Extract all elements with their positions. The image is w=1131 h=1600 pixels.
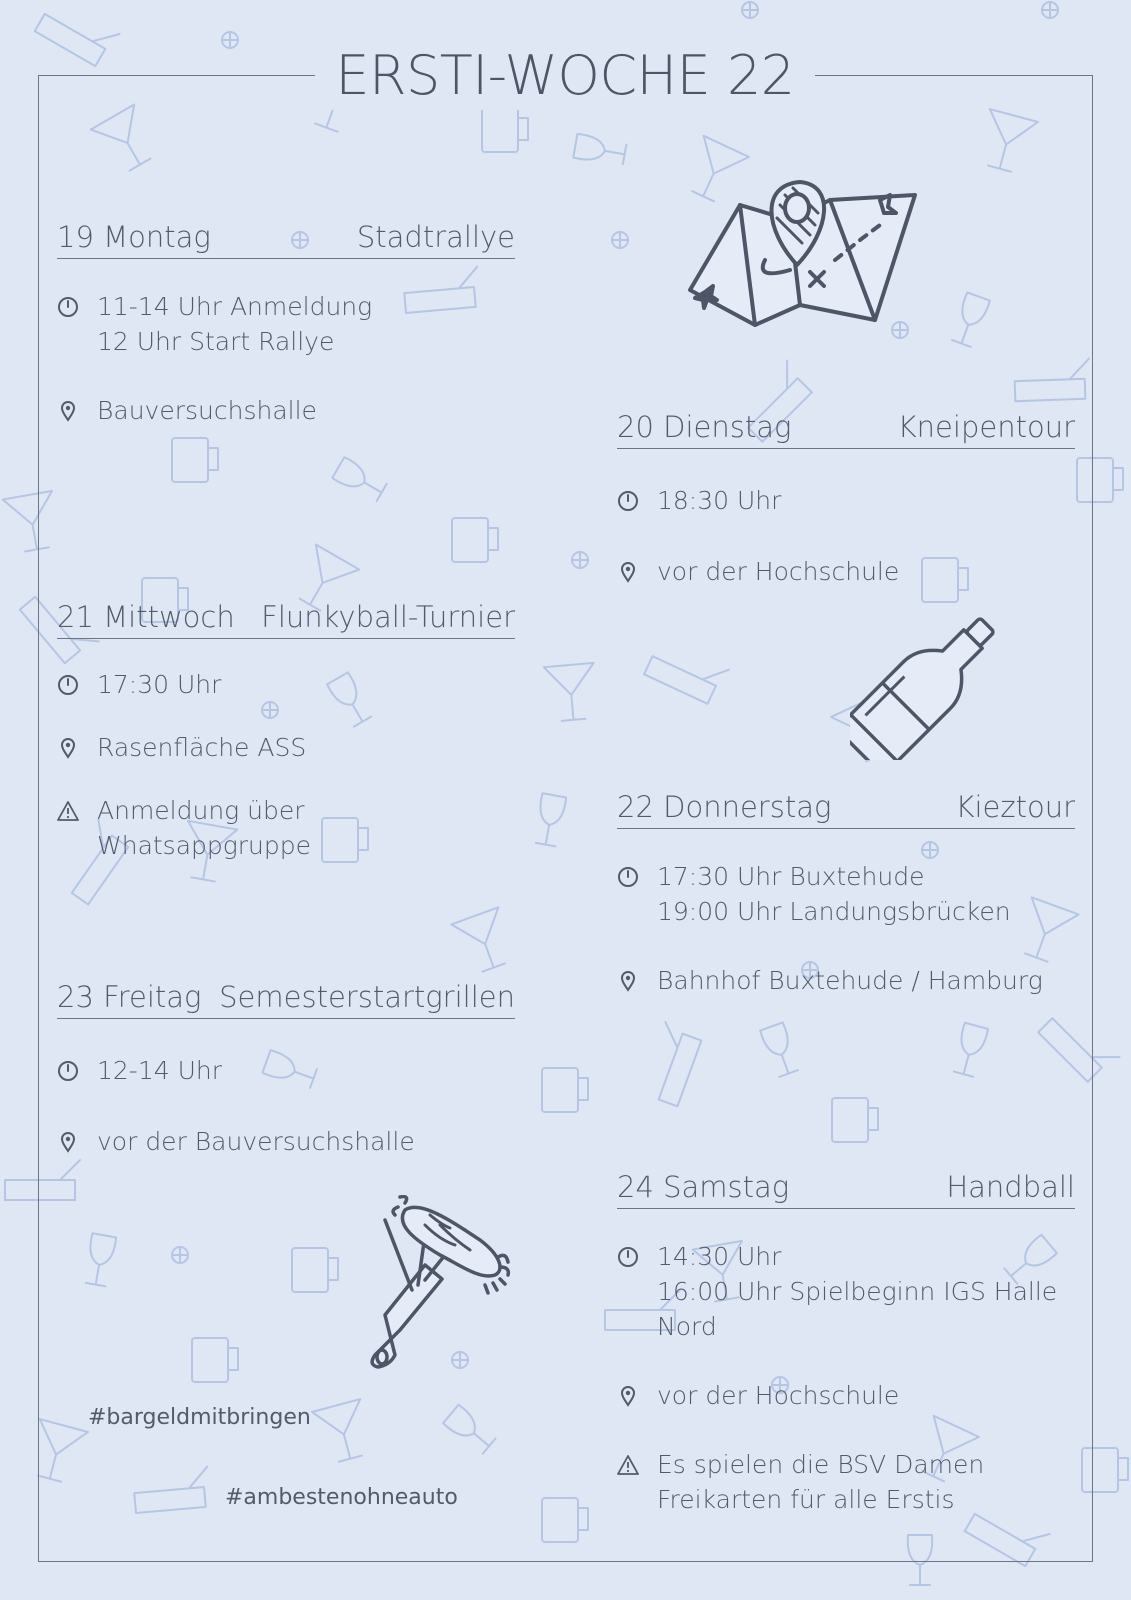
event-note-text: Freikarten für alle Erstis: [657, 1485, 955, 1514]
warning-icon: [617, 1453, 639, 1477]
event-header: [617, 790, 1075, 829]
event-note-text: Anmeldung über Whatsappgruppe: [97, 796, 312, 860]
event-saturday: [617, 1170, 1075, 1517]
event-time-line: 11-14 Uhr Anmeldung: [97, 292, 373, 321]
event-day: 22 Donnerstag: [617, 790, 832, 824]
event-header: [617, 1170, 1075, 1209]
event-place: [57, 393, 515, 428]
event-place: [617, 554, 1075, 589]
event-time-line: 16:00 Uhr Spielbeginn IGS Halle: [657, 1277, 1058, 1306]
event-name: Flunkyball-Turnier: [261, 600, 515, 634]
event-thursday: [617, 790, 1075, 998]
event-time-line: 17:30 Uhr: [97, 670, 222, 699]
event-note: [617, 1447, 1075, 1517]
clock-icon: [617, 1245, 639, 1269]
event-note: [57, 793, 515, 863]
event-place-text: Rasenfläche ASS: [97, 733, 307, 762]
event-time-line: 17:30 Uhr Buxtehude: [657, 862, 925, 891]
map-pin-icon: [57, 1130, 79, 1154]
event-place: [617, 963, 1075, 998]
event-time: [617, 483, 1075, 518]
event-time-line: 19:00 Uhr Landungsbrücken: [657, 897, 1011, 926]
event-place: [617, 1378, 1075, 1413]
event-time: [57, 289, 515, 359]
event-time-line: 14:30 Uhr: [657, 1242, 782, 1271]
event-place-text: Bahnhof Buxtehude / Hamburg: [657, 966, 1043, 995]
event-monday: [57, 220, 515, 428]
event-day: 21 Mittwoch: [57, 600, 235, 634]
bottle-illustration: [850, 610, 1005, 760]
event-name: Handball: [946, 1170, 1075, 1204]
clock-icon: [57, 1059, 79, 1083]
event-time: [617, 859, 1075, 929]
event-name: Kneipentour: [897, 410, 1075, 444]
event-header: [617, 410, 1075, 449]
event-time: [617, 1239, 1075, 1344]
event-day: 19 Montag: [57, 220, 211, 254]
event-friday: [57, 980, 515, 1159]
warning-icon: [57, 799, 79, 823]
event-day: 20 Dienstag: [617, 410, 792, 444]
event-place-text: vor der Bauversuchshalle: [97, 1127, 415, 1156]
event-time: [57, 1053, 515, 1088]
event-day: 24 Samstag: [617, 1170, 790, 1204]
event-header: [57, 220, 515, 259]
clock-icon: [57, 295, 79, 319]
event-time-line: Nord: [657, 1312, 717, 1341]
map-illustration: [685, 180, 940, 340]
hashtag-cash: #bargeldmitbringen: [88, 1405, 311, 1430]
map-pin-icon: [57, 736, 79, 760]
clock-icon: [57, 673, 79, 697]
event-time-line: 12-14 Uhr: [97, 1056, 223, 1085]
map-pin-icon: [617, 560, 639, 584]
event-place-text: vor der Hochschule: [657, 557, 900, 586]
map-pin-icon: [57, 399, 79, 423]
event-place: [57, 730, 515, 765]
clock-icon: [617, 489, 639, 513]
event-time-line: 12 Uhr Start Rallye: [97, 327, 335, 356]
event-note-text: Es spielen die BSV Damen: [657, 1450, 985, 1479]
event-place: [57, 1124, 515, 1159]
event-header: [57, 600, 515, 639]
hashtag-no-car: #ambestenohneauto: [225, 1485, 458, 1510]
page-title: ERSTI-WOCHE 22: [335, 43, 795, 107]
event-day: 23 Freitag: [57, 980, 202, 1014]
title-banner: [315, 40, 815, 110]
sausage-fork-illustration: [370, 1195, 520, 1380]
event-wednesday: [57, 600, 515, 863]
event-time-line: 18:30 Uhr: [657, 486, 782, 515]
event-header: [57, 980, 515, 1019]
event-time: [57, 667, 515, 702]
map-pin-icon: [617, 969, 639, 993]
event-place-text: vor der Hochschule: [657, 1381, 900, 1410]
event-name: Stadtrallye: [356, 220, 515, 254]
map-pin-icon: [617, 1384, 639, 1408]
event-place-text: Bauversuchshalle: [97, 396, 317, 425]
clock-icon: [617, 865, 639, 889]
event-name: Kieztour: [955, 790, 1075, 824]
event-name: Semesterstartgrillen: [219, 980, 515, 1014]
event-tuesday: [617, 410, 1075, 589]
